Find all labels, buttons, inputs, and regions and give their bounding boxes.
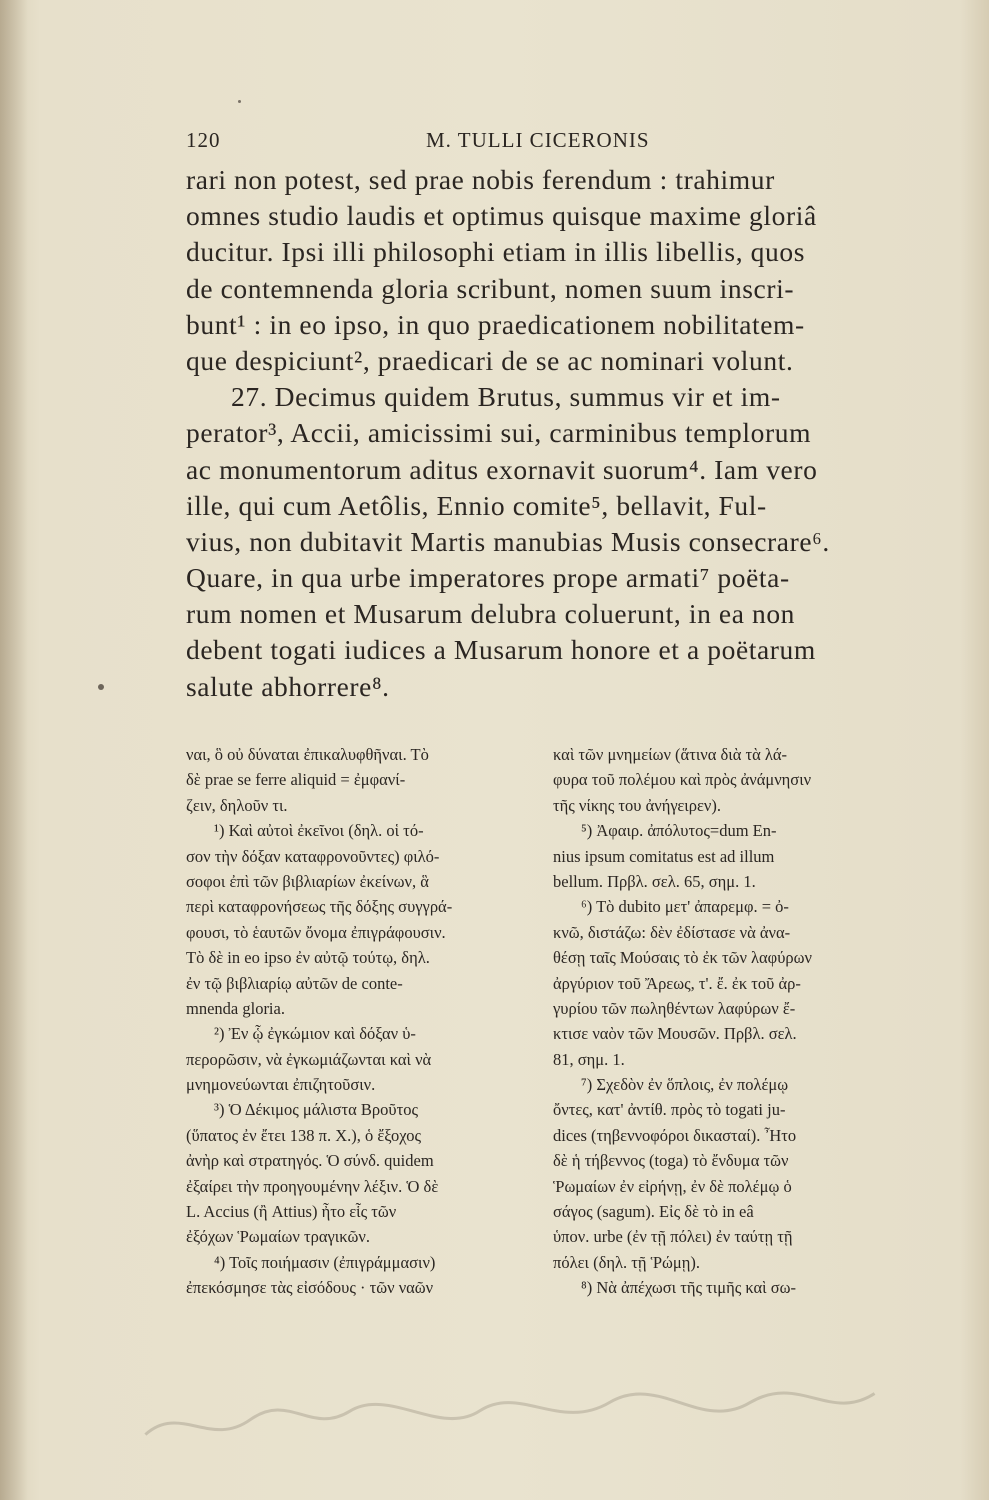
latin-line: salute abhorrere⁸. — [186, 670, 390, 702]
note-line: mnenda gloria. — [186, 998, 285, 1018]
edge-stain — [0, 0, 28, 1500]
note-line: σον τὴν δόξαν καταφρονοῦντες) φιλό- — [186, 846, 440, 866]
note-line: ὄντες, κατ' ἀντίθ. πρὸς τὸ togati ju- — [553, 1100, 786, 1120]
note-line: φουσι, τὸ ἑαυτῶν ὄνομα ἐπιγράφουσιν. — [186, 922, 446, 942]
note-line: Τὸ δὲ in eo ipso ἐν αὐτῷ τούτῳ, δηλ. — [186, 948, 430, 968]
note-line: δὲ prae se ferre aliquid = ἐμφανί- — [186, 770, 406, 790]
note-line: περὶ καταφρονήσεως τῆς δόξης συγγρά- — [186, 897, 453, 917]
latin-line: Quare, in qua urbe imperatores prope armati⁷ poëta- — [186, 562, 790, 594]
footnotes-right-column — [553, 742, 908, 1301]
note-line: ναι, ὃ οὐ δύναται ἐπικαλυφθῆναι. Τὸ — [186, 745, 429, 764]
note-line: ἐν τῷ βιβλιαρίῳ αὐτῶν de conte- — [186, 973, 403, 993]
note-line: σάγος (sagum). Εἰς δὲ τὸ in eâ — [553, 1202, 754, 1222]
latin-line: rari non potest, sed prae nobis ferendum : trahimur — [186, 164, 775, 195]
latin-line: omnes studio laudis et optimus quisque maxime gloriâ — [186, 200, 817, 232]
latin-line: que despiciunt², praedicari de se ac nominari volunt. — [186, 344, 794, 376]
latin-line: debent togati iudices a Musarum honore et a poëtarum — [186, 634, 816, 666]
note-line: μνημονεύωνται ἐπιζητοῦσιν. — [186, 1075, 376, 1095]
latin-line: ducitur. Ipsi illi philosophi etiam in illis libellis, quos — [186, 236, 806, 268]
note-line: τῆς νίκης του ἀνήγειρεν). — [553, 795, 721, 815]
footnotes-left-column — [186, 742, 526, 1301]
pencil-scrawl — [139, 1375, 880, 1454]
note-line: ἐξόχων Ῥωμαίων τραγικῶν. — [186, 1227, 371, 1247]
note-line: ⁴) Τοῖς ποιήμασιν (ἐπιγράμμασιν) — [214, 1252, 436, 1272]
latin-line: ac monumentorum aditus exornavit suorum⁴. Iam vero — [186, 453, 818, 485]
note-line: κτισε ναὸν τῶν Μουσῶν. Πρβλ. σελ. — [553, 1024, 797, 1044]
note-line: πόλει (δηλ. τῇ Ῥώμῃ). — [553, 1252, 701, 1272]
latin-line: de contemnenda gloria scribunt, nomen suum inscri- — [186, 272, 795, 304]
note-line: ὑπον. urbe (ἐν τῇ πόλει) ἐν ταύτῃ τῇ — [553, 1227, 793, 1247]
note-line: δὲ ἡ τήβεννος (toga) τὸ ἔνδυμα τῶν — [553, 1151, 789, 1171]
note-line: γυρίου τῶν πωληθέντων λαφύρων ἔ- — [553, 998, 796, 1018]
note-line: Ῥωμαίων ἐν εἰρήνῃ, ἐν δὲ πολέμῳ ὁ — [553, 1176, 792, 1196]
note-line: σοφοι ἐπὶ τῶν βιβλιαρίων ἐκείνων, ἃ — [186, 871, 429, 891]
note-line: ⁵) Ἀφαιρ. ἀπόλυτος=dum En- — [581, 821, 777, 841]
note-line: nius ipsum comitatus est ad illum — [553, 846, 775, 866]
note-line: κνῶ, διστάζω: δὲν ἐδίστασε νὰ ἀνα- — [553, 922, 791, 942]
note-line: 81, σημ. 1. — [553, 1049, 625, 1069]
note-line: L. Accius (ἢ Attius) ἦτο εἷς τῶν — [186, 1202, 397, 1222]
latin-line: vius, non dubitavit Martis manubias Musis consecrare⁶. — [186, 525, 830, 557]
latin-line: ille, qui cum Aetôlis, Ennio comite⁵, bellavit, Ful- — [186, 489, 767, 521]
note-line: ²) Ἐν ᾧ ἐγκώμιον καὶ δόξαν ὑ- — [214, 1024, 416, 1044]
latin-line: 27. Decimus quidem Brutus, summus vir et im- — [231, 381, 781, 413]
note-line: ἐξαίρει τὴν προηγουμένην λέξιν. Ὁ δὲ — [186, 1176, 439, 1196]
note-line: ἀνὴρ καὶ στρατηγός. Ὁ σύνδ. quidem — [186, 1151, 434, 1171]
note-line: ζειν, δηλοῦν τι. — [186, 795, 288, 815]
note-line: ἀργύριον τοῦ Ἄρεως, τ'. ἔ. ἐκ τοῦ ἀρ- — [553, 973, 801, 993]
note-line: ⁶) Τὸ dubito μετ' ἀπαρεμφ. = ὀ- — [581, 897, 789, 917]
note-line: περορῶσιν, νὰ ἐγκωμιάζωνται καὶ νὰ — [186, 1049, 432, 1069]
note-line: ⁷) Σχεδὸν ἐν ὅπλοις, ἐν πολέμῳ — [581, 1075, 789, 1095]
note-line: καὶ τῶν μνημείων (ἅτινα διὰ τὰ λά- — [553, 745, 788, 764]
note-line: ¹) Καὶ αὐτοὶ ἐκεῖνοι (δηλ. οἱ τό- — [214, 821, 424, 841]
ink-dot — [238, 100, 241, 103]
running-head — [186, 128, 906, 158]
latin-line: bunt¹ : in eo ipso, in quo praedicationem nobilitatem- — [186, 308, 805, 340]
note-line: (ὕπατος ἐν ἔτει 138 π. Χ.), ὁ ἔξοχος — [186, 1125, 422, 1145]
note-line: ⁸) Νὰ ἀπέχωσι τῆς τιμῆς καὶ σω- — [581, 1278, 796, 1298]
page-number: 120 — [186, 128, 221, 152]
latin-line: perator³, Accii, amicissimi sui, carminibus templorum — [186, 417, 812, 449]
note-line: ἐπεκόσμησε τὰς εἰσόδους · τῶν ναῶν — [186, 1278, 434, 1298]
note-line: bellum. Πρβλ. σελ. 65, σημ. 1. — [553, 871, 756, 891]
margin-dot — [98, 684, 104, 690]
note-line: θέσῃ ταῖς Μούσαις τὸ ἐκ τῶν λαφύρων — [553, 948, 812, 968]
running-title: M. TULLI CICERONIS — [426, 128, 650, 152]
latin-line: rum nomen et Musarum delubra coluerunt, in ea non — [186, 598, 796, 630]
note-line: φυρα τοῦ πολέμου καὶ πρὸς ἀνάμνησιν — [553, 770, 812, 790]
note-line: ³) Ὁ Δέκιμος μάλιστα Βροῦτος — [214, 1100, 418, 1120]
note-line: dices (τηβεννοφόροι δικασταί). Ἦτο — [553, 1125, 797, 1145]
latin-text — [186, 162, 921, 705]
